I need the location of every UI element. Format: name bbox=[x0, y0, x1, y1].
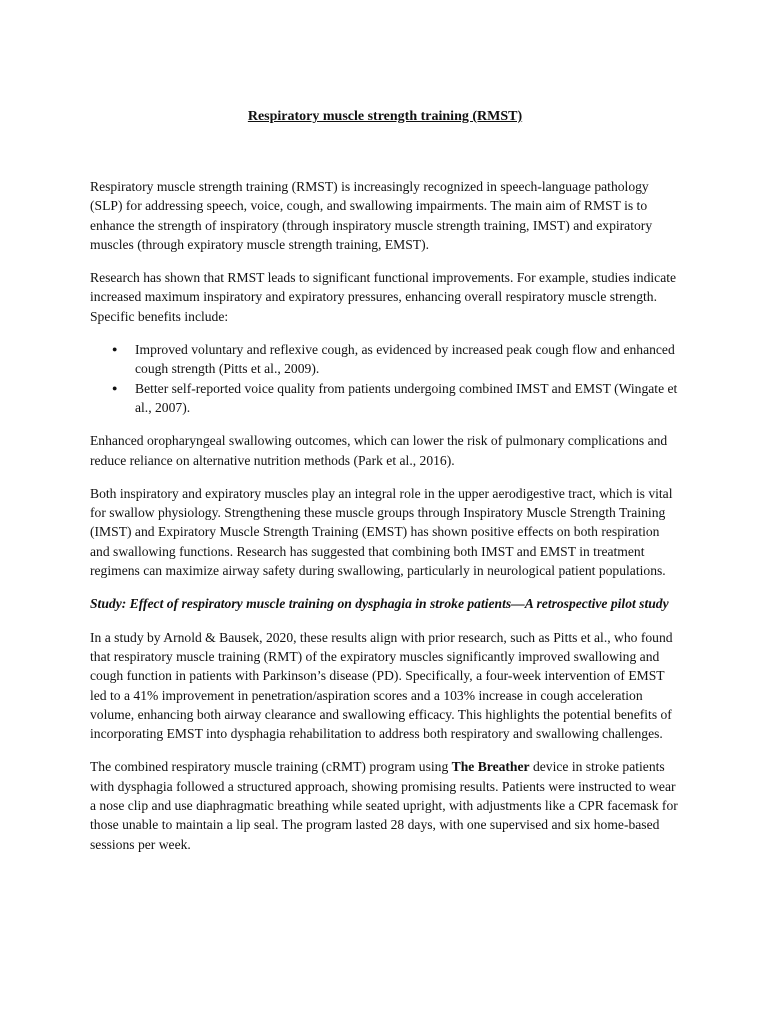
muscles-paragraph: Both inspiratory and expiratory muscles play an integral role in the upper aerodigestive tract, which is vital for swallow physiology. Strengthening these muscle groups through Inspiratory Muscle Strength Training (IMST) and Expiratory Muscle Strength Training (EMST) has shown positive effects on both respiration and swallowing functions. Research has suggested that combining both IMST and EMST in treatment regimens can maximize airway safety during swallowing, particularly in neurological patient populations. bbox=[90, 485, 673, 579]
enhanced-paragraph: Enhanced oropharyngeal swallowing outcomes, which can lower the risk of pulmonary complications and reduce reliance on alternative nutrition methods (Park et al., 2016). bbox=[90, 433, 668, 468]
document-body bbox=[90, 177, 680, 868]
document-title: Respiratory muscle strength training (RMST) bbox=[247, 109, 523, 124]
intro-paragraph: Respiratory muscle strength training (RMST) is increasingly recognized in speech-language pathology (SLP) for addressing speech, voice, cough, and swallowing impairments. The main aim of RMST is to enhance the strength of inspiratory (through inspiratory muscle strength training, IMST) and expiratory muscles (through expiratory muscle strength training, EMST). bbox=[90, 179, 653, 252]
benefits-list bbox=[90, 340, 680, 417]
research-paragraph: Research has shown that RMST leads to significant functional improvements. For example, studies indicate increased maximum inspiratory and expiratory pressures, enhancing overall respiratory muscle strength. Specific benefits include: bbox=[90, 270, 677, 324]
list-item: ● Improved voluntary and reflexive cough, as evidenced by increased peak cough flow and enhanced cough strength (Pitts et al., 2009). bbox=[135, 340, 680, 379]
crmt-text-end: device in stroke patients with dysphagia followed a structured approach, showing promising results. Patients were instructed to wear a nose clip and use diaphragmatic breathing while seated upright, with adjustments like a CPR facemask for those unable to maintain a lip seal. The program lasted 28 days, with one supervised and six home-based sessions per week. bbox=[90, 759, 678, 852]
breather-device-name: The Breather bbox=[451, 759, 530, 775]
crmt-text-start: The combined respiratory muscle training (cRMT) program using bbox=[90, 759, 452, 775]
list-item: ● Better self-reported voice quality from patients undergoing combined IMST and EMST (Wingate et al., 2007). bbox=[135, 379, 680, 418]
crmt-paragraph bbox=[90, 757, 680, 853]
study-heading: Study: Effect of respiratory muscle training on dysphagia in stroke patients—A retrospective pilot study bbox=[90, 596, 669, 612]
arnold-paragraph: In a study by Arnold & Bausek, 2020, these results align with prior research, such as Pitts et al., who found that respiratory muscle training (RMT) of the expiratory muscles significantly improved swallowing and cough function in patients with Parkinson’s disease (PD). Specifically, a four-week intervention of EMST led to a 41% improvement in penetration/aspiration scores and a 103% increase in cough acceleration volume, enhancing both airway clearance and swallowing efficacy. This highlights the potential benefits of incorporating EMST into dysphagia rehabilitation to address both respiratory and swallowing challenges. bbox=[90, 629, 673, 742]
